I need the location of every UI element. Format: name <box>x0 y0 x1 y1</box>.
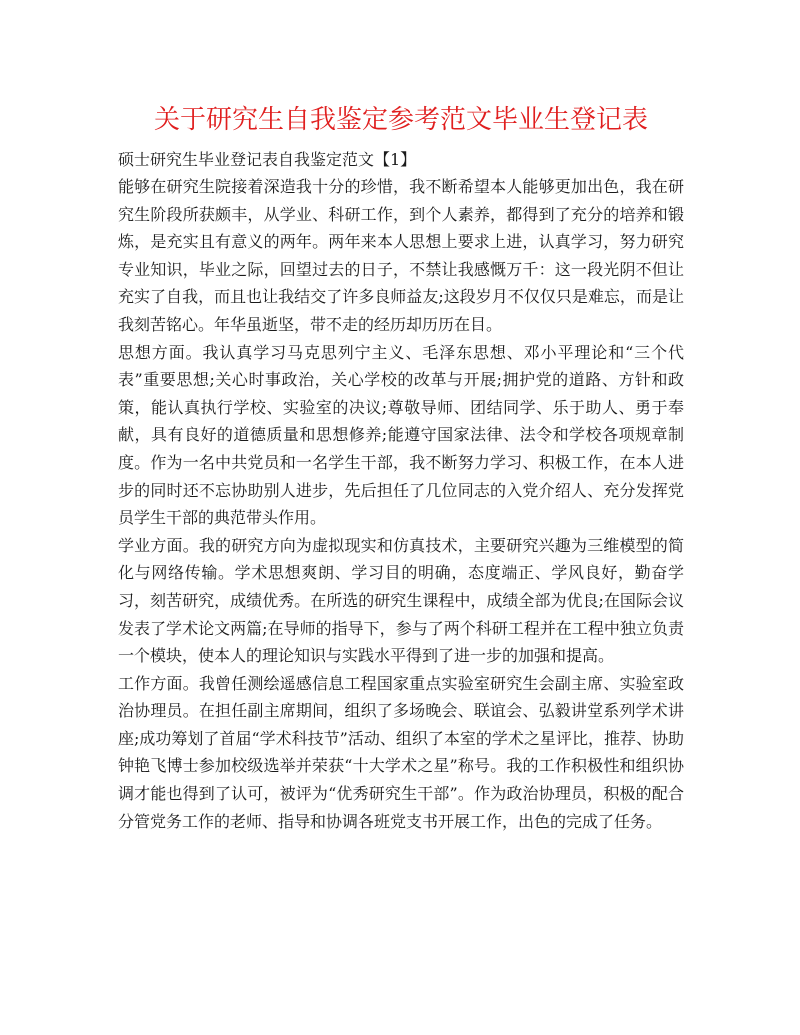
paragraph-ideology: 思想方面。我认真学习马克思列宁主义、毛泽东思想、邓小平理论和“三个代表”重要思想;关心时事政治，关心学校的改革与开展;拥护党的道路、方针和政策，能认真执行学校、实验室的决议;尊敬导师、团结同学、乐于助人、勇于奉献，具有良好的道德质量和思想修养;能遵守国家法律、法令和学校各项规章制度。作为一名中共党员和一名学生干部，我不断努力学习、积极工作，在本人进步的同时还不忘协助别人进步，先后担任了几位同志的入党介绍人、充分发挥党员学生干部的典范带头作用。 <box>118 342 684 528</box>
paragraph-academics: 学业方面。我的研究方向为虚拟现实和仿真技术，主要研究兴趣为三维模型的简化与网络传输。学术思想爽朗、学习目的明确，态度端正、学风良好，勤奋学习，刻苦研究，成绩优秀。在所选的研究生课程中，成绩全部为优良;在国际会议发表了学术论文两篇;在导师的指导下，参与了两个科研工程并在工程中独立负责一个模块，使本人的理论知识与实践水平得到了进一步的加强和提高。 <box>118 535 684 666</box>
document-subheading: 硕士研究生毕业登记表自我鉴定范文【1】 <box>118 150 417 169</box>
document-page <box>118 100 684 835</box>
paragraph-work: 工作方面。我曾任测绘遥感信息工程国家重点实验室研究生会副主席、实验室政治协理员。在担任副主席期间，组织了多场晚会、联谊会、弘毅讲堂系列学术讲座;成功筹划了首届“学术科技节”活动、组织了本室的学术之星评比，推荐、协助钟艳飞博士参加校级选举并荣获“十大学术之星”称号。我的工作积极性和组织协调才能也得到了认可，被评为“优秀研究生干部”。作为政治协理员，积极的配合分管党务工作的老师、指导和协调各班党支书开展工作，出色的完成了任务。 <box>118 673 684 831</box>
paragraph-intro: 能够在研究生院接着深造我十分的珍惜，我不断希望本人能够更加出色，我在研究生阶段所获颇丰，从学业、科研工作，到个人素养，都得到了充分的培养和锻炼，是充实且有意义的两年。两年来本人思想上要求上进，认真学习，努力研究专业知识，毕业之际，回望过去的日子，不禁让我感慨万千：这一段光阴不但让充实了自我，而且也让我结交了许多良师益友;这段岁月不仅仅只是难忘，而是让我刻苦铭心。年华虽逝坚，带不走的经历却历历在目。 <box>118 177 684 334</box>
document-title: 关于研究生自我鉴定参考范文毕业生登记表 <box>153 105 648 135</box>
